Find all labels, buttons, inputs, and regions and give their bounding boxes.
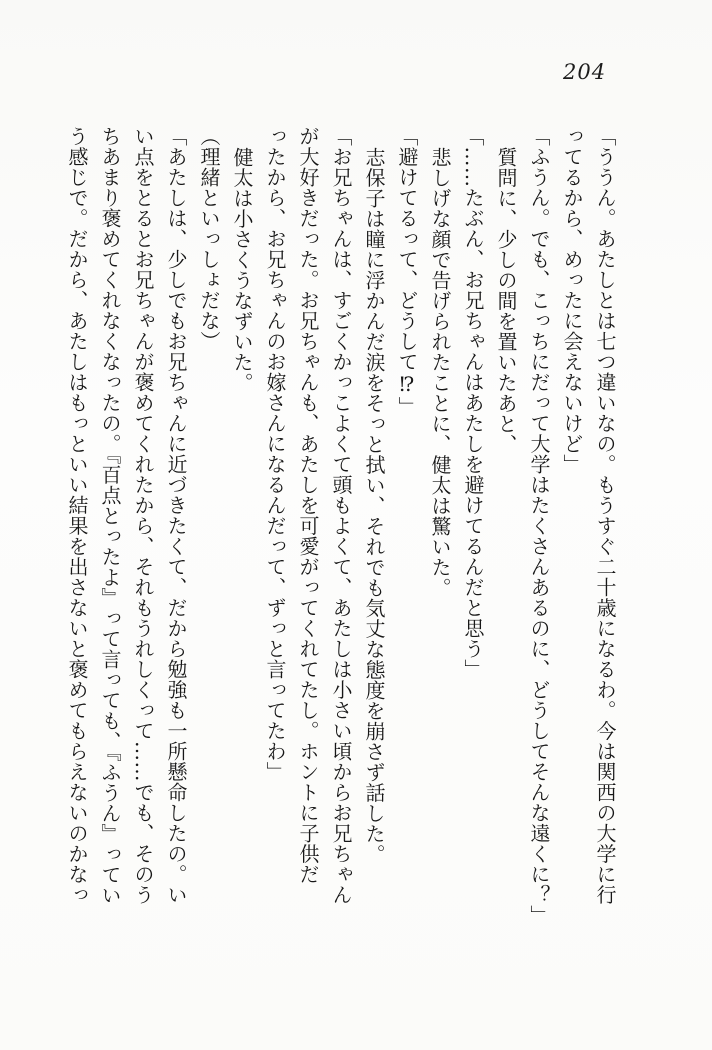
text-line-6: 悲しげな顔で告げられたことに、健太は驚いた。 — [428, 146, 452, 598]
text-line-11: ったから、お兄ちゃんのお嫁さんになるんだって、ずっと言ってたわ」 — [263, 126, 287, 782]
text-line-14: 「あたしは、少しでもお兄ちゃんに近づきたくて、だから勉強も一所懸命したの。い — [164, 126, 188, 905]
text-line-4: 質問に、少しの間を置いたあと、 — [494, 146, 518, 454]
text-line-8: 志保子は瞳に浮かんだ涙をそっと拭い、それでも気丈な態度を崩さず話した。 — [362, 146, 386, 864]
text-line-10: が大好きだった。お兄ちゃんも、あたしを可愛がってくれてたし。ホントに子供だ — [296, 126, 320, 885]
text-line-12: 健太は小さくうなずいた。 — [230, 146, 254, 393]
text-line-17: う感じで。だから、あたしはもっといい結果を出さないと褒めてもらえないのかなっ — [65, 126, 89, 905]
text-line-3: 「ふうん。でも、こっちにだって大学はたくさんあるのに、どうしてそんな遠くに？」 — [527, 126, 551, 926]
text-line-15: い点をとるとお兄ちゃんが褒めてくれたから、それもうれしくって……でも、そのう — [131, 126, 155, 905]
text-block — [60, 126, 621, 1031]
text-line-16: ちあまり褒めてくれなくなったの。『百点とったよ』って言っても、『ふうん』ってい — [98, 126, 122, 906]
page-number: 204 — [563, 60, 607, 84]
text-line-7: 「避けてるって、どうして⁉」 — [395, 126, 419, 417]
text-line-2: ってるから、めったに会えないけど」 — [560, 126, 584, 475]
text-line-9: 「お兄ちゃんは、すごくかっこよくて頭もよくて、あたしは小さい頃からお兄ちゃん — [329, 126, 353, 905]
text-line-5: 「……たぶん、お兄ちゃんはあたしを避けてるんだと思う」 — [461, 126, 485, 680]
text-line-13: （理緒といっしょだな） — [197, 126, 221, 352]
text-line-1: 「ううん。あたしとは七つ違いなの。もうすぐ二十歳になるわ。今は関西の大学に行 — [593, 126, 617, 905]
